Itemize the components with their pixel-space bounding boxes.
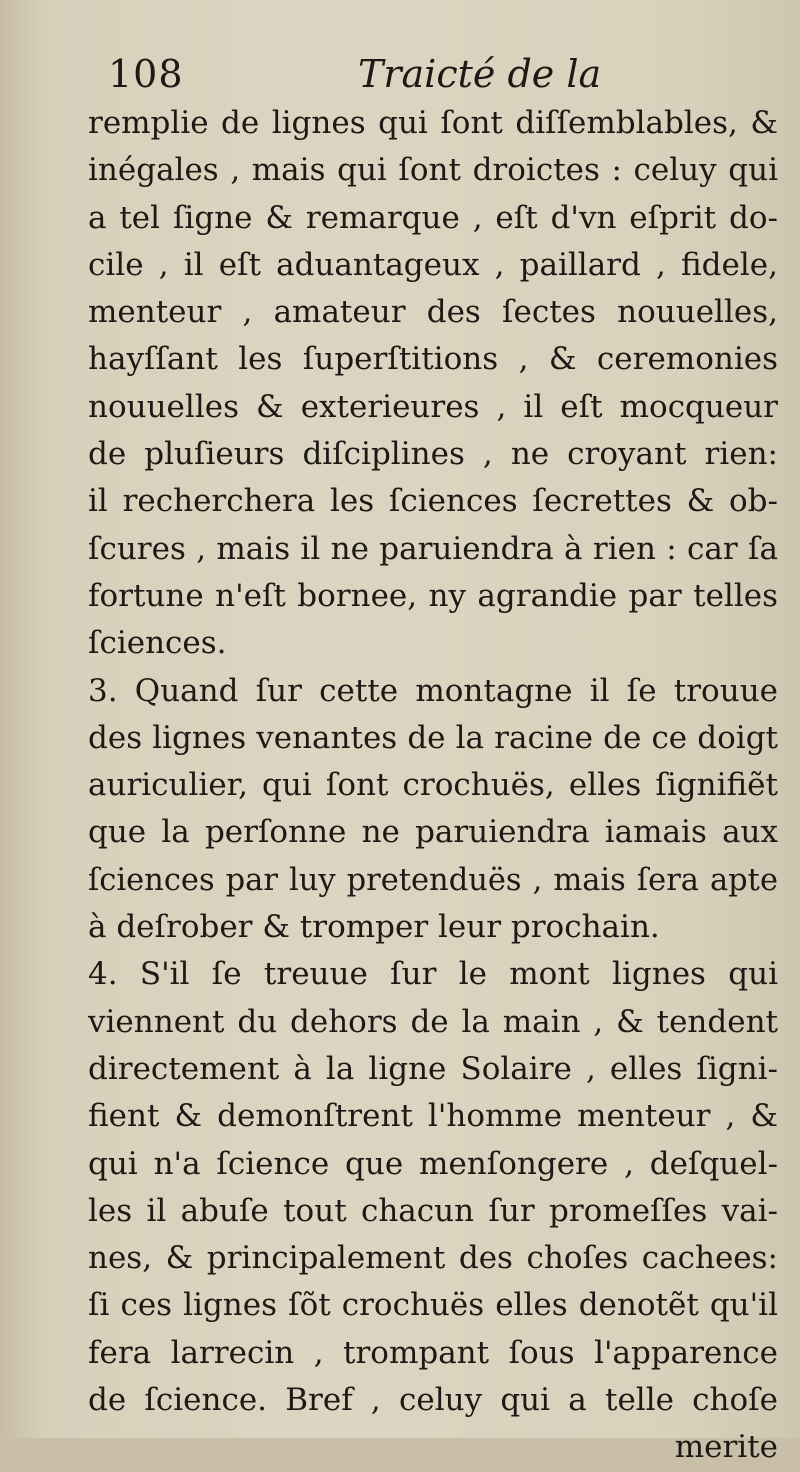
text-line: il recherchera les ſciences ſecrettes & ob-	[88, 483, 778, 520]
text-line: ſi ces lignes ſõt crochuës elles denotẽt qu'il	[88, 1287, 778, 1324]
text-line: remplie de lignes qui ſont diſſemblables, &	[88, 105, 778, 141]
text-line: inégales , mais qui ſont droictes : celuy qui	[88, 152, 778, 189]
text-line: les il abuſe tout chacun ſur promeſſes vai-	[88, 1192, 778, 1229]
text-line: fera larrecin , trompant ſous l'apparence	[88, 1334, 778, 1371]
page-number: 108	[108, 52, 184, 96]
text-line: nouuelles & exterieures , il eſt mocqueur	[88, 388, 778, 425]
text-line: de pluſieurs diſciplines , ne croyant rien:	[88, 436, 778, 473]
text-line: 3. Quand ſur cette montagne il ſe trouue	[88, 672, 778, 709]
text-line: fortune n'eſt bornee, ny agrandie par telles	[88, 577, 778, 614]
text-line: ſciences.	[88, 625, 227, 662]
body-text	[88, 100, 778, 1472]
text-line: ſciences par luy pretenduës , mais ſera apte	[88, 862, 778, 898]
text-line: des lignes venantes de la racine de ce doigt	[88, 719, 778, 756]
text-line: que la perſonne ne paruiendra iamais aux	[88, 814, 778, 851]
text-line: auriculier, qui ſont crochuës, elles ſignifiẽt	[88, 767, 778, 804]
text-line: menteur , amateur des ſectes nouuelles,	[88, 294, 778, 331]
text-line: ſcures , mais il ne paruiendra à rien : car ſa	[88, 530, 778, 567]
text-line: a tel ſigne & remarque , eſt d'vn eſprit do-	[88, 199, 778, 236]
text-line: nes, & principalement des choſes cachees:	[88, 1240, 778, 1277]
text-line: viennent du dehors de la main , & tendent	[88, 1003, 778, 1040]
text-line: cile , il eſt aduantageux , paillard , fidele,	[88, 246, 778, 283]
page-header	[108, 52, 768, 102]
running-title: Traicté de la	[358, 52, 602, 96]
text-line: directement à la ligne Solaire , elles ſigni-	[88, 1050, 778, 1087]
text-line: fient & demonſtrent l'homme menteur , &	[88, 1098, 778, 1135]
text-line: de ſcience. Bref , celuy qui a telle choſe	[88, 1382, 778, 1419]
text-line: 4. S'il ſe treuue ſur le mont lignes qui	[88, 956, 778, 993]
text-line: hayſſant les ſuperſtitions , & ceremonies	[88, 341, 778, 378]
catchword: merite	[674, 1429, 778, 1466]
text-line: à deſrober & tromper leur prochain.	[88, 909, 660, 946]
text-line: qui n'a ſcience que menſongere , deſquel-	[88, 1145, 778, 1182]
